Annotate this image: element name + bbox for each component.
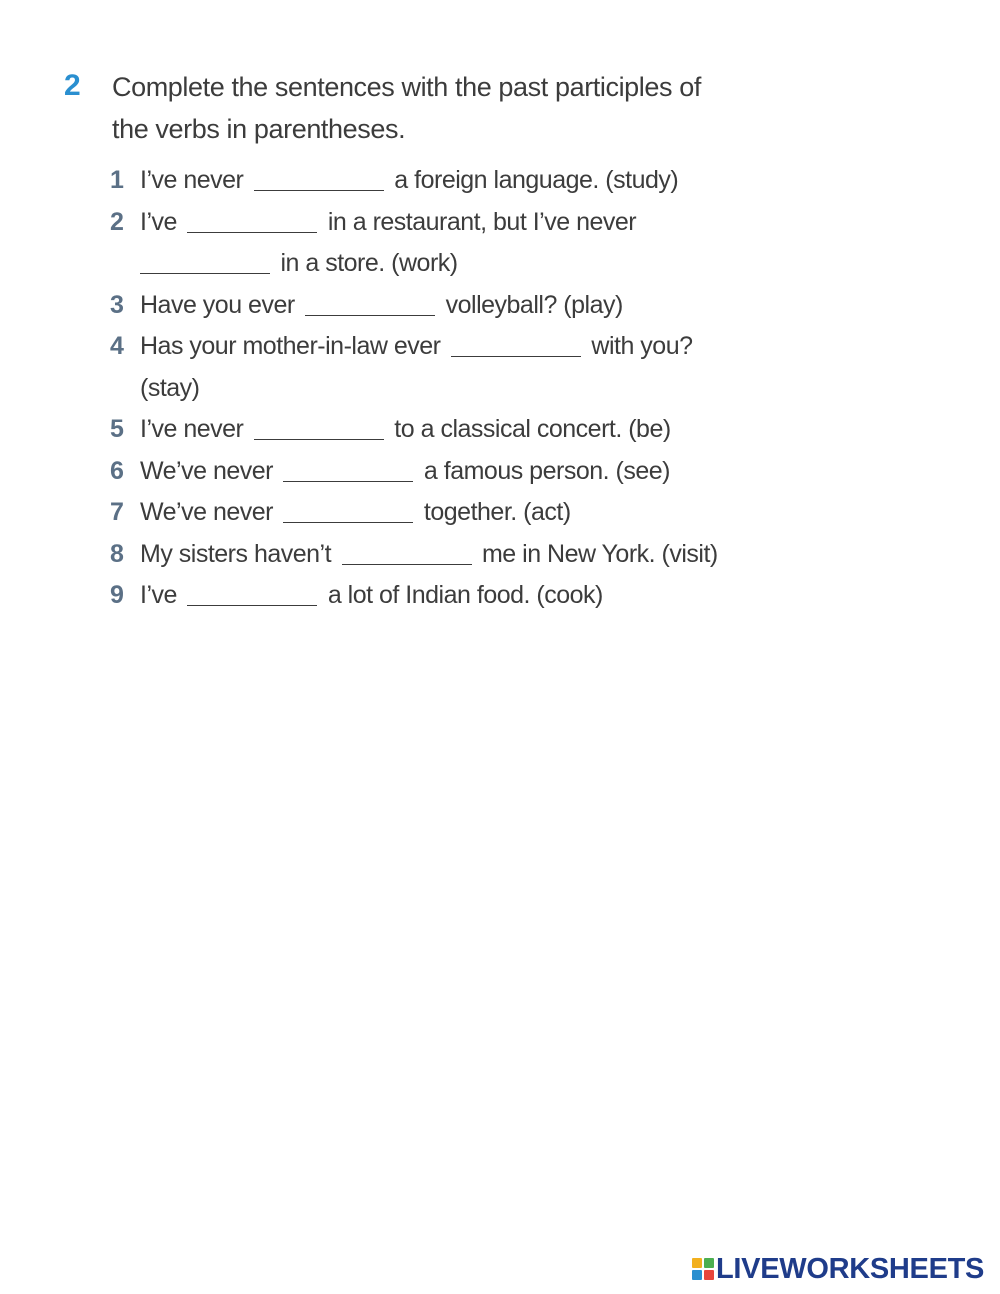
answer-blank[interactable] (254, 413, 384, 440)
item-text-after: to a classical concert. (be) (394, 415, 671, 443)
instruction-line-1: Complete the sentences with the past participles of (112, 72, 701, 102)
item-number: 9 (110, 581, 124, 609)
item-text (140, 575, 750, 617)
item-text (140, 492, 750, 534)
logo-text: LIVEWORKSHEETS (716, 1252, 985, 1285)
item-text-before: Have you ever (140, 290, 295, 319)
answer-blank[interactable] (342, 538, 472, 565)
item-text (140, 451, 750, 493)
item-text-after: in a restaurant, but I’ve never (327, 207, 637, 236)
item-text-before: Has your mother-in-law ever (140, 332, 441, 360)
item-number: 8 (110, 539, 124, 568)
exercise-number: 2 (64, 69, 81, 102)
item-text-after: volleyball? (play) (445, 290, 623, 319)
answer-blank[interactable] (283, 496, 413, 523)
item-number: 1 (110, 166, 124, 194)
item-number: 6 (110, 456, 124, 485)
item-text-after: a famous person. (see) (423, 456, 670, 485)
answer-blank[interactable] (451, 330, 581, 357)
answer-blank[interactable] (283, 455, 413, 482)
item-text-after: a foreign language. (study) (394, 166, 679, 194)
item-number: 2 (110, 207, 124, 236)
answer-blank[interactable] (305, 289, 435, 316)
exercise-instruction (112, 66, 752, 150)
item-text-before: I’ve never (140, 166, 244, 194)
item-text-after: (stay) (140, 373, 200, 402)
item-number: 5 (110, 415, 124, 443)
item-text-before: We’ve never (140, 498, 273, 526)
item-text-after: with you? (591, 332, 693, 360)
item-text (140, 202, 750, 244)
item-text-before: We’ve never (140, 456, 273, 485)
logo-square (704, 1270, 714, 1280)
item-text (140, 326, 750, 368)
answer-blank[interactable] (187, 206, 317, 233)
logo-square (692, 1270, 702, 1280)
logo-mark-icon (692, 1258, 714, 1280)
item-text-before: I’ve never (140, 415, 244, 443)
item-text (140, 534, 750, 576)
answer-blank[interactable] (254, 164, 384, 191)
item-text (140, 409, 750, 451)
item-text (140, 243, 750, 285)
answer-blank[interactable] (187, 579, 317, 606)
logo-square (692, 1258, 702, 1268)
item-text (140, 160, 750, 202)
logo-square (704, 1258, 714, 1268)
item-text-after: me in New York. (visit) (481, 539, 718, 568)
item-number: 3 (110, 290, 124, 319)
answer-blank[interactable] (140, 247, 270, 274)
item-text-after: in a store. (work) (280, 249, 458, 277)
item-text-before: I’ve (140, 581, 177, 609)
item-text-after: together. (act) (423, 498, 571, 526)
item-number: 4 (110, 332, 124, 360)
item-text (140, 285, 750, 327)
item-text-after: a lot of Indian food. (cook) (327, 581, 603, 609)
item-text (140, 368, 750, 410)
instruction-line-2: the verbs in parentheses. (112, 114, 406, 144)
liveworksheets-logo (692, 1252, 984, 1286)
item-number: 7 (110, 498, 124, 526)
item-text-before: My sisters haven’t (140, 539, 332, 568)
item-text-before: I’ve (140, 207, 177, 236)
